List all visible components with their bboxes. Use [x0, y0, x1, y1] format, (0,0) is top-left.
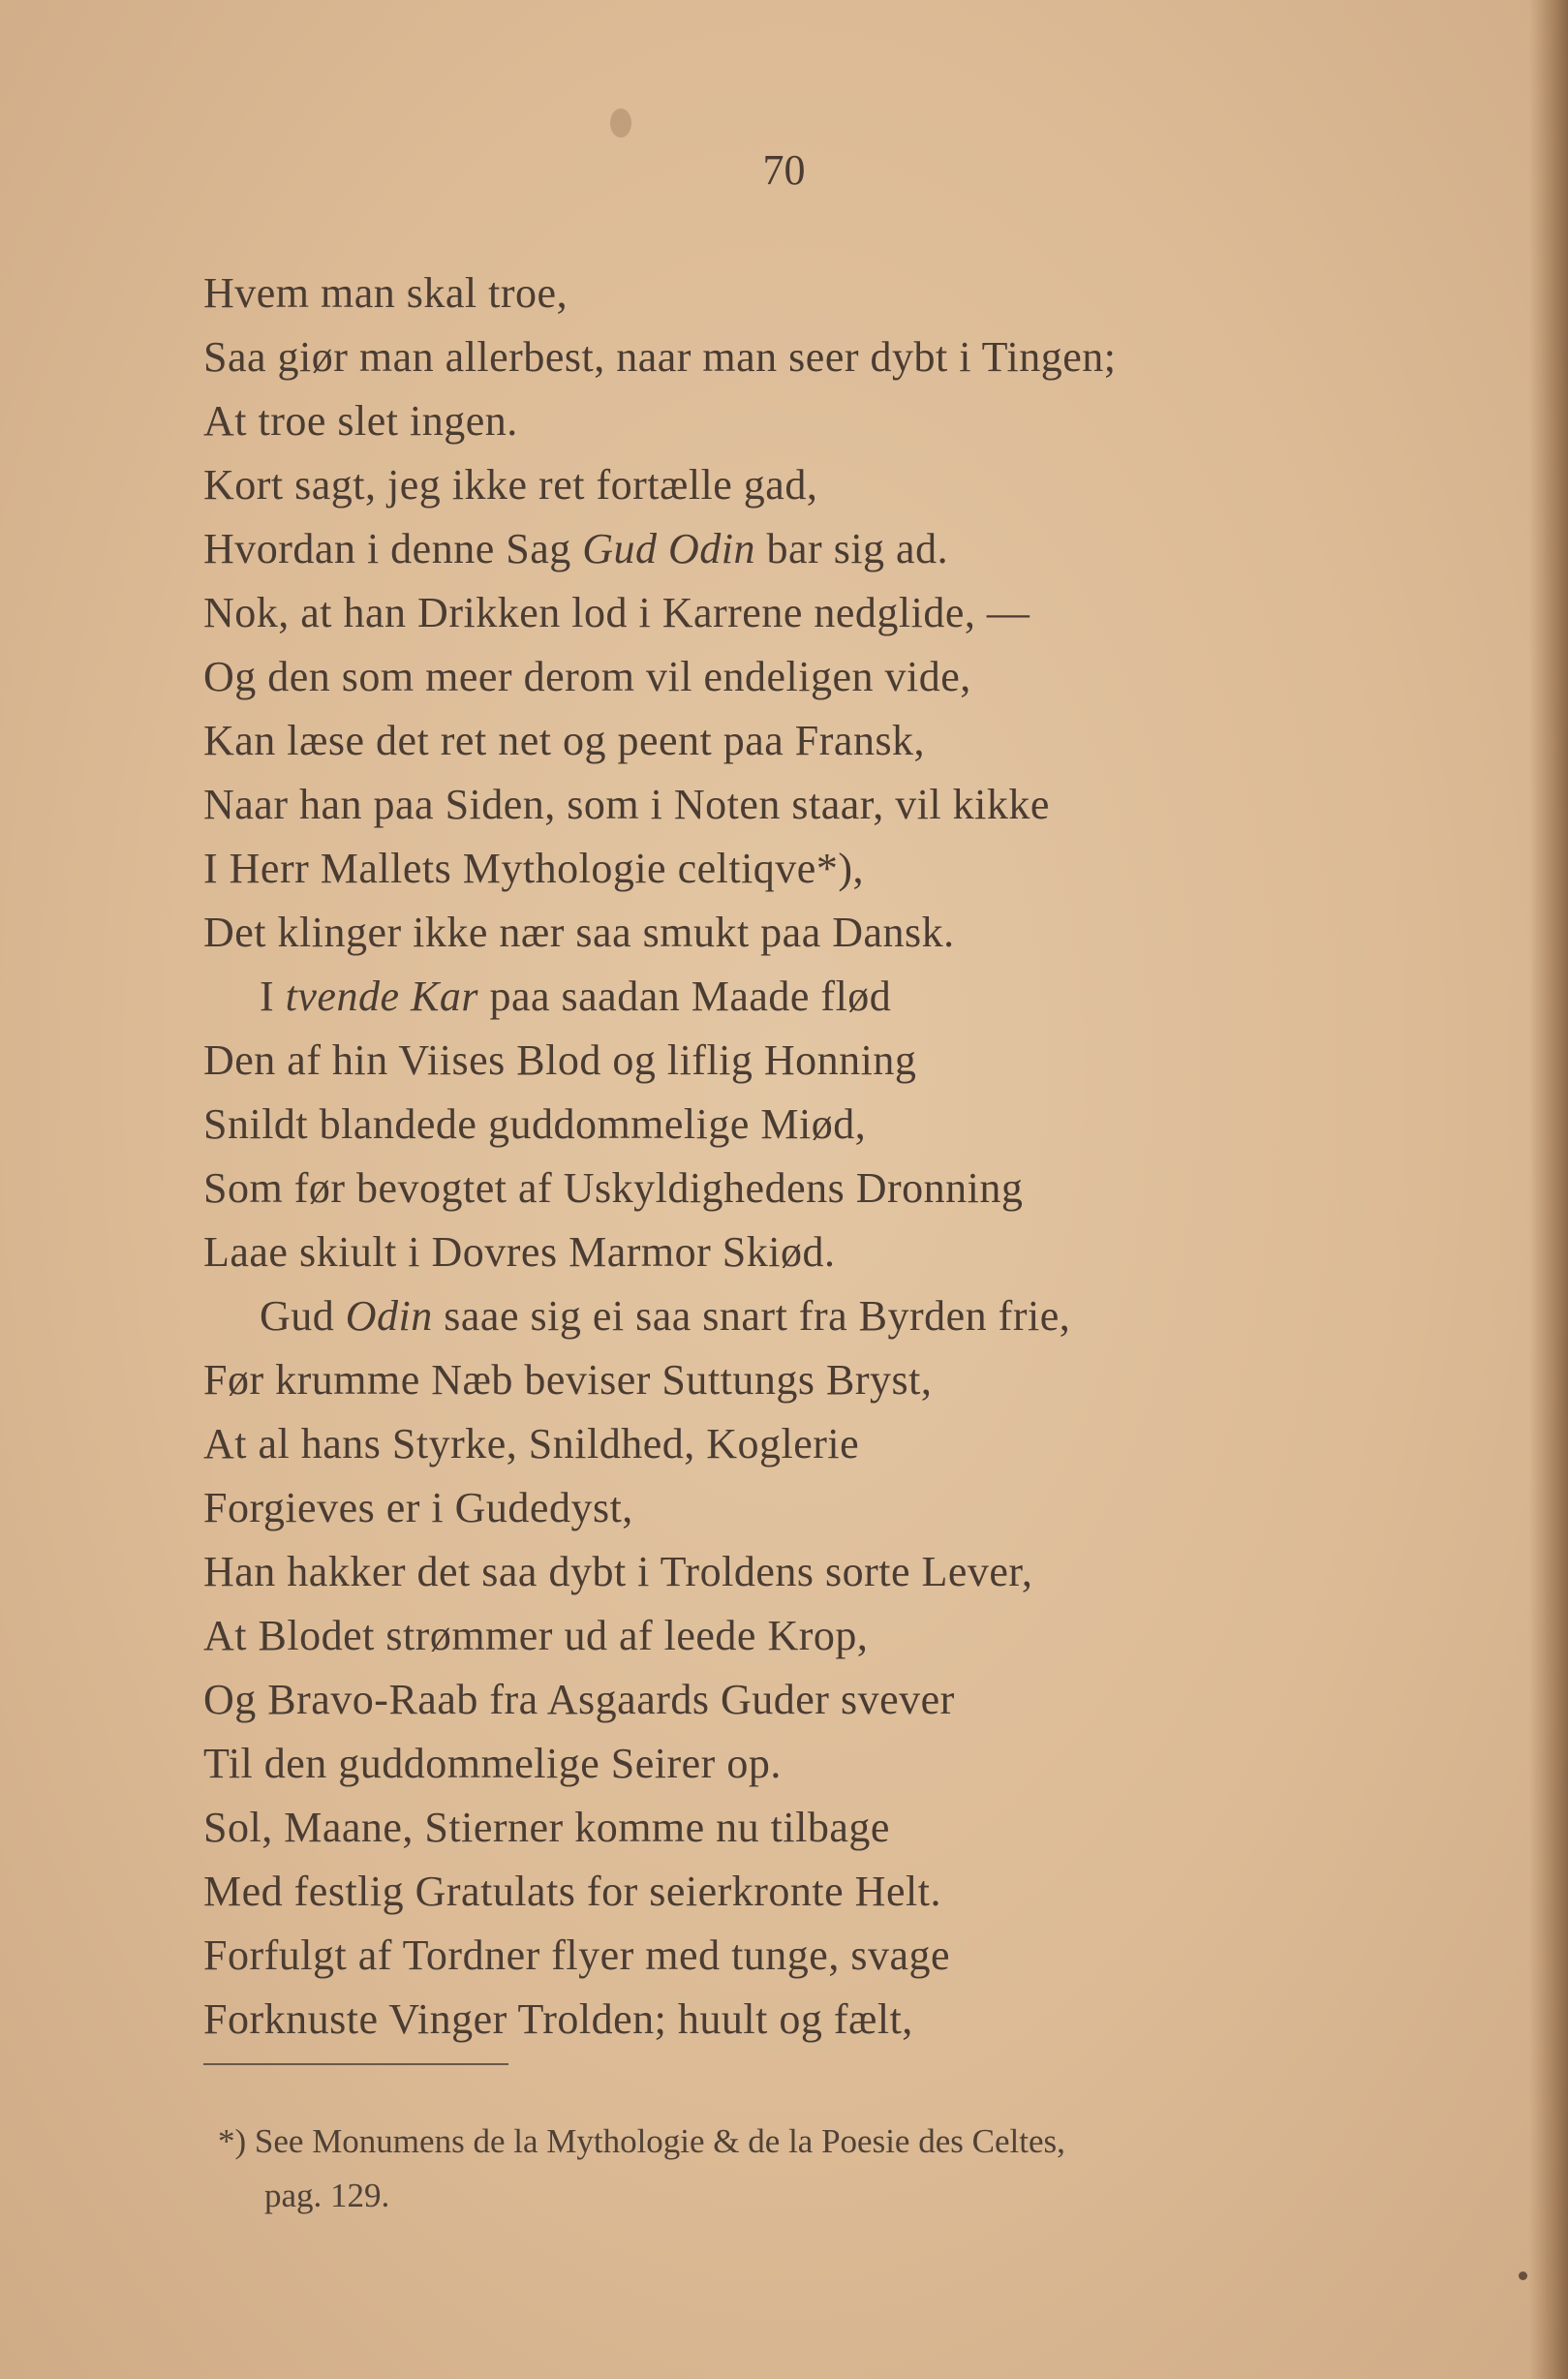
verse-text: bar sig ad. — [755, 525, 949, 572]
verse-line — [203, 1029, 1491, 1093]
verse-text: At troe slet ingen. — [203, 397, 518, 445]
verse-line — [203, 1476, 1491, 1540]
verse-line — [203, 581, 1491, 645]
verse-line — [203, 773, 1491, 837]
verse-line — [203, 453, 1491, 517]
verse-line — [203, 709, 1491, 773]
italic-text: Odin — [345, 1292, 433, 1340]
verse-text: Forknuste Vinger Trolden; huult og fælt, — [203, 1995, 913, 2043]
verse-line — [203, 1284, 1491, 1348]
verse-text: Og den som meer derom vil endeligen vide, — [203, 653, 971, 700]
verse-text: At Blodet strømmer ud af leede Krop, — [203, 1612, 869, 1659]
verse-line — [203, 1860, 1491, 1924]
verse-text: Til den guddommelige Seirer op. — [203, 1740, 782, 1787]
verse-text: Naar han paa Siden, som i Noten staar, vil kikke — [203, 781, 1050, 828]
verse-text: Sol, Maane, Stierner komme nu tilbage — [203, 1804, 890, 1851]
verse-line — [203, 325, 1491, 389]
verse-line — [203, 1732, 1491, 1796]
verse-text: Snildt blandede guddommelige Miød, — [203, 1100, 867, 1148]
verse-text: Laae skiult i Dovres Marmor Skiød. — [203, 1228, 836, 1276]
verse-text: Før krumme Næb beviser Suttungs Bryst, — [203, 1356, 933, 1404]
verse-line — [203, 1540, 1491, 1604]
verse-text: Forfulgt af Tordner flyer med tunge, svage — [203, 1931, 950, 1979]
verse-text: Saa giør man allerbest, naar man seer dybt i Tingen; — [203, 333, 1117, 381]
verse-line — [203, 389, 1491, 453]
poem-text — [203, 262, 1491, 2052]
verse-text: Og Bravo-Raab fra Asgaards Guder svever — [203, 1676, 955, 1723]
verse-line — [203, 965, 1491, 1029]
verse-text: saae sig ei saa snart fra Byrden frie, — [432, 1292, 1071, 1340]
verse-line — [203, 1412, 1491, 1476]
verse-text: I Herr Mallets Mythologie celtiqve*), — [203, 845, 864, 892]
verse-text: Den af hin Viises Blod og liflig Honning — [203, 1036, 917, 1084]
verse-text: Kort sagt, jeg ikke ret fortælle gad, — [203, 461, 818, 509]
verse-line — [203, 837, 1491, 901]
footnote-separator — [203, 2063, 508, 2065]
verse-text: Forgieves er i Gudedyst, — [203, 1484, 633, 1531]
verse-line — [203, 901, 1491, 965]
verse-text: At al hans Styrke, Snildhed, Koglerie — [203, 1420, 860, 1468]
verse-line — [203, 645, 1491, 709]
italic-text: Gud Odin — [582, 525, 756, 572]
verse-line — [203, 1604, 1491, 1668]
verse-line — [203, 1668, 1491, 1732]
verse-line — [203, 1988, 1491, 2052]
verse-text: Han hakker det saa dybt i Troldens sorte Lever, — [203, 1548, 1033, 1595]
verse-text: paa saadan Maade flød — [477, 973, 892, 1020]
verse-text: Nok, at han Drikken lod i Karrene nedglide, — — [203, 589, 1030, 636]
verse-line — [203, 1220, 1491, 1284]
verse-text: Med festlig Gratulats for seierkronte Helt. — [203, 1868, 941, 1915]
verse-text: Kan læse det ret net og peent paa Fransk, — [203, 717, 926, 764]
verse-text: I — [260, 973, 286, 1020]
verse-line — [203, 1348, 1491, 1412]
verse-text: Gud — [260, 1292, 346, 1340]
verse-text: Hvem man skal troe, — [203, 269, 569, 317]
page-number: 70 — [762, 146, 806, 194]
footnote — [218, 2115, 1496, 2223]
verse-text: Hvordan i denne Sag — [203, 525, 583, 572]
footnote-line: *) See Monumens de la Mythologie & de la Poesie des Celtes, — [218, 2122, 1065, 2160]
verse-line — [203, 262, 1491, 325]
italic-text: tvende Kar — [285, 973, 478, 1020]
verse-line — [203, 1093, 1491, 1157]
paper-stain — [610, 108, 631, 138]
verse-line — [203, 517, 1491, 581]
verse-text: Det klinger ikke nær saa smukt paa Dansk. — [203, 909, 955, 956]
verse-line — [203, 1924, 1491, 1988]
footnote-line: pag. 129. — [264, 2177, 390, 2214]
verse-text: Som før bevogtet af Uskyldighedens Dronning — [203, 1164, 1024, 1212]
page-edge-shadow — [1529, 0, 1568, 2379]
paper-stain — [1519, 2271, 1527, 2280]
verse-line — [203, 1796, 1491, 1860]
verse-line — [203, 1157, 1491, 1220]
